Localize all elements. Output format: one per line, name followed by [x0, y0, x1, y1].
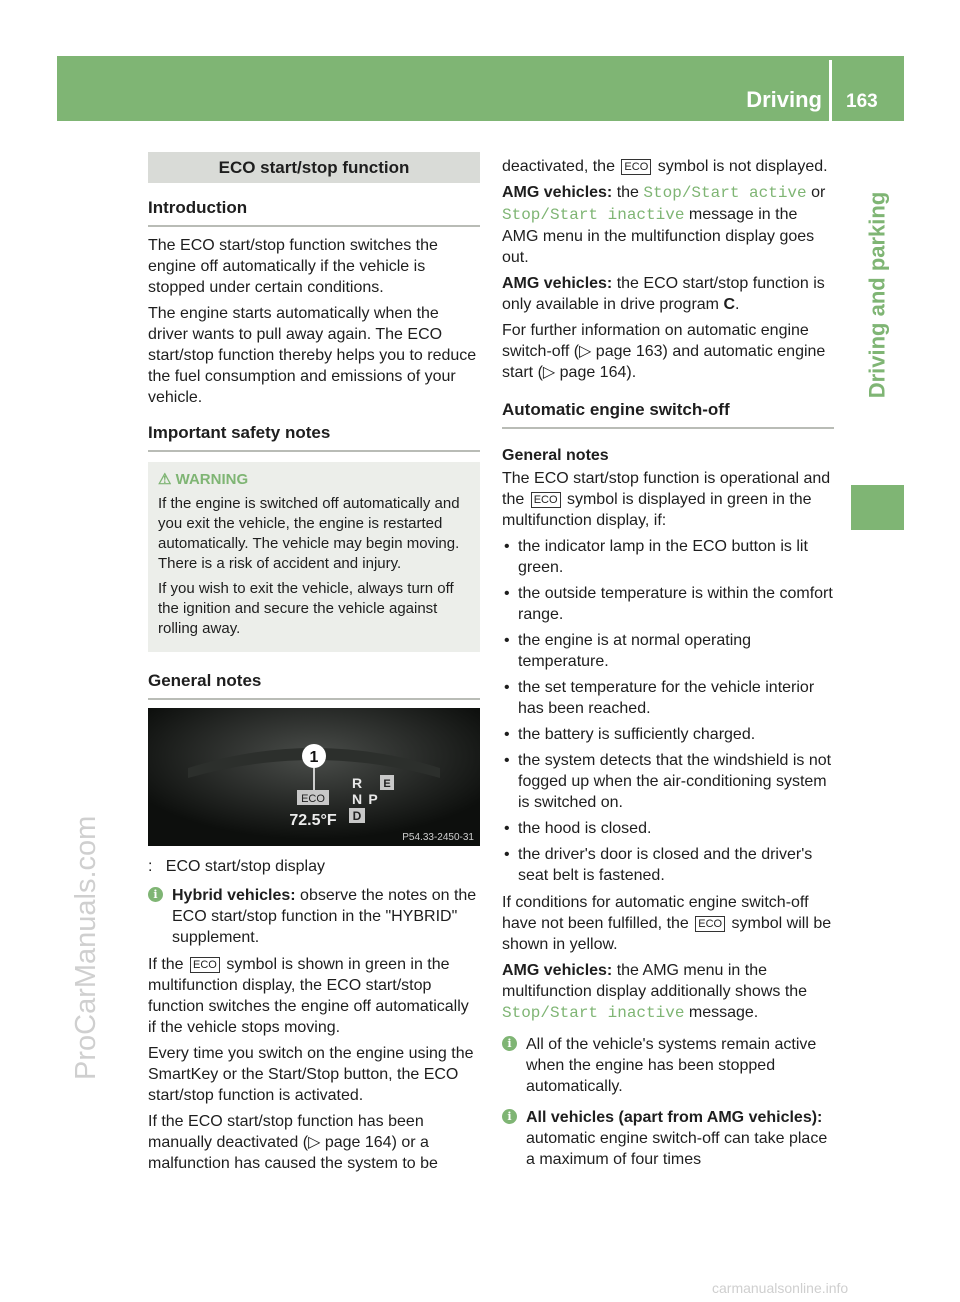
watermark-left: ProCarManuals.com [70, 815, 102, 1080]
header-divider [829, 60, 832, 121]
message-stop-start-active: Stop/Start active [643, 184, 807, 202]
list-item: • the set temperature for the vehicle interior has been reached. [502, 677, 834, 719]
callout-legend [148, 856, 480, 877]
list-item: • the engine is at normal operating temperature. [502, 630, 834, 672]
side-tab-block [851, 485, 904, 530]
warning-heading [158, 470, 472, 490]
header-title: Driving [746, 87, 822, 112]
warning-triangle-icon: ⚠ [158, 471, 172, 488]
paragraph-amg-drive-program: AMG vehicles: the ECO start/stop function is only available in drive program C. [502, 275, 825, 313]
warning-box [148, 462, 480, 652]
warning-label: WARNING [175, 471, 249, 488]
intro-paragraph-1: The ECO start/stop function switches the engine off automatically if the vehicle is stopped under certain conditions. [148, 237, 438, 296]
info-all-vehicles: i All vehicles (apart from AMG vehicles): automatic engine switch-off can take place a maximum of four times [502, 1107, 834, 1170]
info-icon: i [502, 1036, 517, 1051]
info-systems-active: i All of the vehicle's systems remain active when the engine has been stopped automatically. [502, 1034, 834, 1097]
mode-e: E [383, 778, 391, 790]
warning-paragraph-1: If the engine is switched off automatically and you exit the vehicle, the engine is restarted automatically. The vehicle may begin moving. There is a risk of accident and injury. [158, 495, 460, 572]
paragraph-conditions-not-met: If conditions for automatic engine switch-off have not been fulfilled, the ECO symbol will be shown in yellow. [502, 894, 832, 953]
gear-d: D [352, 809, 362, 823]
outside-temperature: 72.5°F [289, 812, 337, 829]
paragraph-every-time: Every time you switch on the engine using the SmartKey or the Start/Stop button, the ECO start/stop function is activated. [148, 1045, 474, 1104]
side-tab-label: Driving and parking [864, 191, 890, 398]
paragraph-continued: deactivated, the ECO symbol is not displayed. [502, 158, 828, 175]
gear-r: R [351, 775, 363, 791]
callout-legend-text: ECO start/stop display [165, 858, 325, 875]
subheading-general-notes: General notes [502, 447, 609, 464]
paragraph-if-eco: If the ECO symbol is shown in green in the multifunction display, the ECO start/stop function switches the engine off automatically if the vehicle stops moving. [148, 956, 469, 1036]
heading-auto-switch-off: Automatic engine switch-off [502, 399, 834, 429]
info-icon: i [502, 1109, 517, 1124]
heading-general-notes: General notes [148, 670, 480, 700]
eco-symbol-icon: ECO [190, 957, 220, 973]
callout-number: 1 [309, 749, 319, 766]
paragraph-amg-menu: AMG vehicles: the AMG menu in the multifunction display additionally shows the Stop/Start inactive message. [502, 962, 808, 1022]
message-stop-start-inactive: Stop/Start inactive [502, 1004, 685, 1022]
intro-paragraph-2: The engine starts automatically when the driver wants to pull away again. The ECO start/stop function thereby helps you to reduce the fuel consumption and emissions of your vehicle. [148, 305, 477, 406]
eco-symbol-icon: ECO [621, 159, 651, 175]
cluster-illustration [148, 708, 480, 846]
page-number: 163 [846, 91, 878, 112]
paragraph-amg-messages: AMG vehicles: the Stop/Start active or Stop/Start inactive message in the AMG menu in the multifunction display goes out. [502, 184, 826, 266]
list-item: • the battery is sufficiently charged. [502, 724, 834, 745]
left-column [148, 152, 480, 1179]
info-icon: i [148, 887, 163, 902]
eco-indicator-label: ECO [301, 793, 325, 805]
gear-n: N [351, 791, 363, 807]
watermark-bottom: carmanualsonline.info [712, 1280, 849, 1296]
right-column [502, 156, 834, 1176]
eco-symbol-icon: ECO [531, 492, 561, 508]
callout-legend-number: : [148, 858, 153, 875]
conditions-list [502, 536, 834, 886]
eco-symbol-icon: ECO [695, 916, 725, 932]
figure-code: P54.33-2450-31 [402, 832, 474, 843]
info-hybrid [148, 885, 480, 948]
paragraph-manual: If the ECO start/stop function has been manually deactivated (▷ page 164) or a malfunction has caused the system to be [148, 1113, 438, 1172]
section-title: ECO start/stop function [148, 152, 480, 183]
gear-p: P [368, 791, 378, 807]
warning-paragraph-2: If you wish to exit the vehicle, always turn off the ignition and secure the vehicle against rolling away. [158, 580, 454, 637]
list-item: • the indicator lamp in the ECO button is lit green. [502, 536, 834, 578]
paragraph-further-info: For further information on automatic engine switch-off (▷ page 163) and automatic engine start (▷ page 164). [502, 322, 826, 381]
instrument-cluster-photo [148, 708, 480, 846]
hybrid-text: observe the notes on the ECO start/stop function in the "HYBRID" supplement. [172, 887, 477, 946]
list-item: • the hood is closed. [502, 818, 834, 839]
heading-introduction: Introduction [148, 197, 480, 227]
list-item: • the driver's door is closed and the driver's seat belt is fastened. [502, 844, 834, 886]
paragraph-operational: The ECO start/stop function is operational and the ECO symbol is displayed in green in the multifunction display, if: [502, 470, 831, 529]
list-item: • the system detects that the windshield is not fogged up when the air-conditioning system is switched on. [502, 750, 834, 813]
message-stop-start-inactive: Stop/Start inactive [502, 206, 685, 224]
heading-safety: Important safety notes [148, 422, 480, 452]
hybrid-label: Hybrid vehicles: [172, 887, 296, 904]
list-item: • the outside temperature is within the comfort range. [502, 583, 834, 625]
